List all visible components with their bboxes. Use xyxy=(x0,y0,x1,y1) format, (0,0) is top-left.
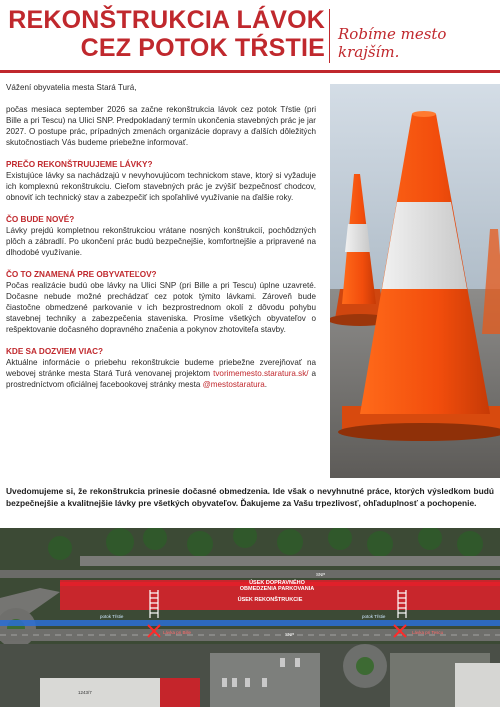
more-info-text-1: Aktuálne informácie o priebehu rekonštrukcie budeme priebežne zverejňovať na webovej stránke mesta Stará Turá venovanej projektom xyxy=(6,358,316,378)
map-label-bridge-billa: Lávka pri Bille xyxy=(163,630,192,635)
page-title xyxy=(0,6,325,62)
map-label-street: SNP xyxy=(285,632,295,637)
map-label-stream-left: potok Tŕstie xyxy=(100,614,124,619)
section-heading-more-info: KDE SA DOZVIEM VIAC? xyxy=(6,347,104,356)
more-info-text-2: a prostredníctvom oficiálnej facebookovej stránky mesta xyxy=(6,369,316,389)
map-label-parking-restriction: ÚSEK DOPRAVNÉHO OBMEDZENIA PARKOVANIA xyxy=(239,580,315,592)
section-body-new: Lávky prejdú kompletnou rekonštrukciou vrátane nosných konštrukcií, pochôdzných plôch a zábradlí. Po ukončení prác budú bezpečnejšie, komfortnejšie a pripravené na dlhodobé využívanie. xyxy=(6,226,316,257)
facebook-handle-link[interactable]: @mestostaratura xyxy=(202,380,265,389)
closing-note: Uvedomujeme si, že rekonštrukcia prinesie dočasné obmedzenia. Ide však o nevyhnutné práce, ktorých výsledkom budú bezpečnejšie a kvalitnejšie lávky pre všetkých obyvateľov. Ďakujeme za Vašu trpezlivosť, ohľaduplnosť a pochopenie. xyxy=(6,486,494,508)
header xyxy=(0,0,500,72)
title-line-2: CEZ POTOK TŔSTIE xyxy=(80,34,325,62)
greeting: Vážení obyvatelia mesta Stará Turá, xyxy=(6,83,137,92)
article-body xyxy=(6,82,316,401)
section-body-why: Existujúce lávky sa nachádzajú v nevyhovujúcom technickom stave, ktorý si vyžaduje ich komplexnú rekonštrukciu. Cieľom stavebných prác je zvýšiť bezpečnosť chodcov, obnoviť ich technický stav a zabezpečiť ich spoľahlivé využívanie na ďalšie roky. xyxy=(6,171,316,202)
map-label-parcel: 1243/7 xyxy=(78,690,92,695)
map-label-street-upper: SNP xyxy=(316,572,326,577)
section-heading-residents: ČO TO ZNAMENÁ PRE OBYVATEĽOV? xyxy=(6,270,157,279)
website-link[interactable]: tvorimemesto.staratura.sk/ xyxy=(213,369,309,378)
map-label-stream-right: potok Tŕstie xyxy=(362,614,386,619)
section-heading-why: PREČO REKONŠTRUUJEME LÁVKY? xyxy=(6,160,153,169)
header-rule xyxy=(0,70,500,73)
title-line-1: REKONŠTRUKCIA LÁVOK xyxy=(8,6,325,34)
section-body-more-info xyxy=(6,357,316,390)
intro-paragraph: počas mesiaca september 2026 sa začne rekonštrukcia lávok cez potok Tŕstie (pri Bille a pri Tescu) na Ulici SNP. Predpokladaný termín ukončenia stavebných prác je jar 2027. O postupe prác, prípadných zmenách organizácie dopravy a ďalších dôležitých skutočnostiach Vás budeme priebežne informovať. xyxy=(6,105,316,147)
section-body-residents: Počas realizácie budú obe lávky na Ulici SNP (pri Bille a pri Tescu) úplne uzavreté. Dočasne nebude možné prechádzať cez potok týmito lávkami. Zároveň bude čiastočne obmedzené parkovanie v ich bezprostrednom okolí z dôvodu pohybu stavebnej techniky a zabezpečenia staveniska. Prosíme všetkých obyvateľov o rešpektovanie dočasného dopravného značenia a pokynov zhotoviteľa stavby. xyxy=(6,281,316,334)
map-label-bridge-tesco: Lávka pri Tescu xyxy=(412,630,444,635)
header-divider xyxy=(329,9,330,63)
map-label-reconstruction-section: ÚSEK REKONŠTRUKCIE xyxy=(237,597,303,603)
more-info-text-3: . xyxy=(264,380,268,389)
aerial-map xyxy=(0,528,500,707)
slogan: Robíme mesto krajším. xyxy=(338,25,447,61)
traffic-cone-photo xyxy=(330,84,500,478)
section-heading-new: ČO BUDE NOVÉ? xyxy=(6,215,75,224)
